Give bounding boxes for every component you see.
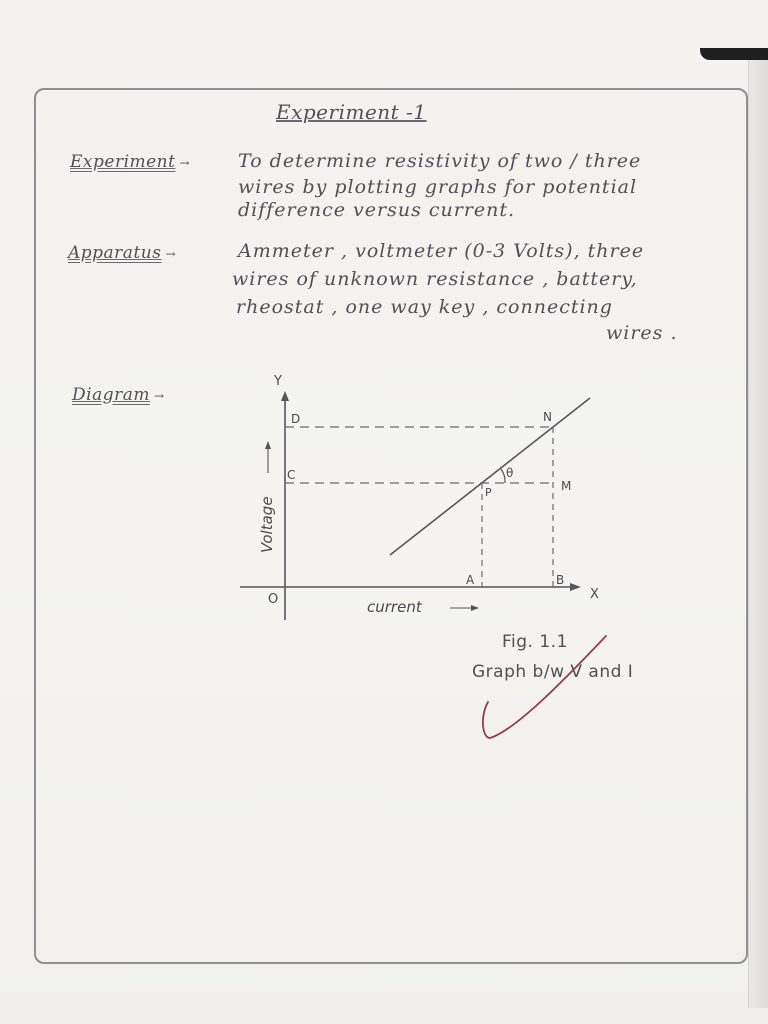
right-arrow-icon: → xyxy=(165,247,177,261)
point-B-label: B xyxy=(556,573,565,587)
vi-graph-diagram xyxy=(230,365,620,625)
diagram-label xyxy=(72,385,165,405)
point-C-label: C xyxy=(287,468,296,482)
x-label-arrowhead-icon xyxy=(471,605,479,611)
apparatus-label xyxy=(68,243,176,263)
point-D-label: D xyxy=(291,412,301,426)
apparatus-line-4: wires . xyxy=(606,322,678,344)
y-label-arrowhead-icon xyxy=(265,441,271,449)
y-axis-name: Y xyxy=(274,374,282,389)
experiment-line-2: wires by plotting graphs for potential xyxy=(238,176,638,198)
x-axis-label: current xyxy=(367,598,422,616)
page-title: Experiment -1 xyxy=(276,100,427,124)
angle-arc xyxy=(501,469,505,483)
diagram-label-text: Diagram xyxy=(72,385,150,405)
vi-line xyxy=(390,398,590,555)
check-mark-icon xyxy=(476,630,616,750)
point-A-label: A xyxy=(466,573,475,587)
apparatus-label-text: Apparatus xyxy=(68,243,162,263)
apparatus-line-1: Ammeter , voltmeter (0-3 Volts), three xyxy=(238,240,645,262)
figure-caption: Graph b/w V and I xyxy=(472,662,634,682)
binder-clip xyxy=(700,48,768,60)
point-N-label: N xyxy=(543,410,552,424)
experiment-line-1: To determine resistivity of two / three xyxy=(238,150,642,172)
right-arrow-icon: → xyxy=(153,389,165,403)
experiment-label-text: Experiment xyxy=(70,152,176,172)
x-axis-arrowhead-icon xyxy=(570,583,581,591)
check-mark-stroke xyxy=(483,636,606,738)
experiment-label xyxy=(70,152,190,172)
right-arrow-icon: → xyxy=(179,156,191,170)
angle-theta-label: θ xyxy=(506,466,514,480)
point-M-label: M xyxy=(561,479,572,493)
experiment-line-3: difference versus current. xyxy=(238,199,516,221)
binder-edge xyxy=(748,48,768,1008)
x-axis-name: X xyxy=(590,587,599,602)
y-axis-arrowhead-icon xyxy=(281,391,289,401)
apparatus-line-2: wires of unknown resistance , battery, xyxy=(232,268,638,290)
origin-label: O xyxy=(268,592,279,607)
y-axis-label: Voltage xyxy=(258,496,276,553)
figure-number: Fig. 1.1 xyxy=(502,632,568,652)
point-P-label: P xyxy=(485,486,492,499)
apparatus-line-3: rheostat , one way key , connecting xyxy=(236,296,613,318)
